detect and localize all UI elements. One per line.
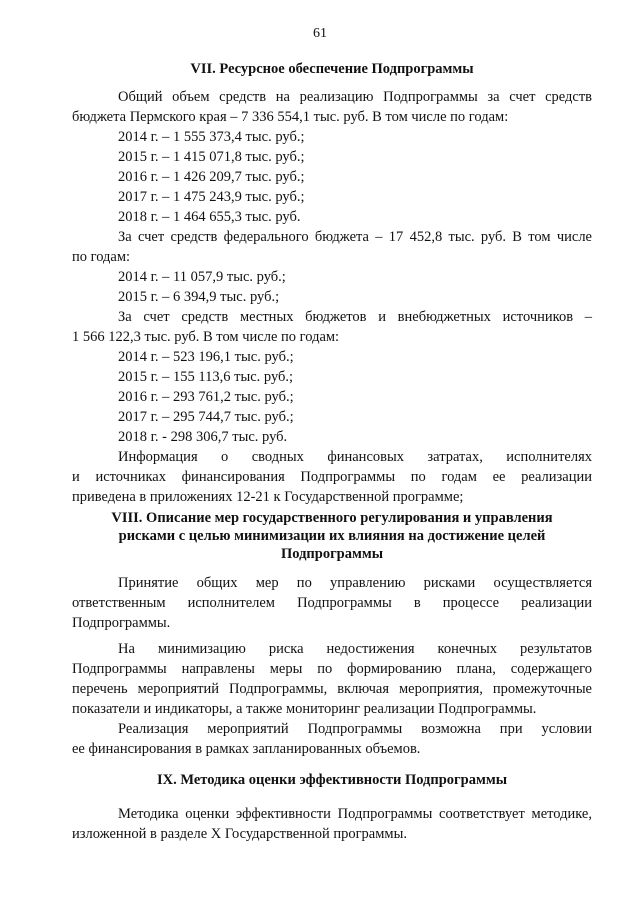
section-8-p2-line-1: На минимизацию риска недостижения конечных результатов: [118, 641, 592, 657]
section-8-heading-line-2: рисками с целью минимизации их влияния на достижение целей: [118, 528, 546, 544]
section-7-total-intro-line-2: бюджета Пермского края – 7 336 554,1 тыс. руб. В том числе по годам:: [72, 109, 509, 125]
section-8-p2-line-3: перечень мероприятий Подпрограммы, включая мероприятия, промежуточные: [72, 681, 592, 697]
local-intro-line-1: За счет средств местных бюджетов и внебюджетных источников –: [118, 309, 592, 325]
section-9-p1-line-1: Методика оценки эффективности Подпрограммы соответствует методике,: [118, 806, 592, 822]
section-8-p1-line-1: Принятие общих мер по управлению рисками осуществляется: [118, 575, 592, 591]
local-year-2014: 2014 г. – 523 196,1 тыс. руб.;: [118, 349, 294, 365]
section-9-heading: IX. Методика оценки эффективности Подпрограммы: [156, 772, 508, 788]
section-8-p3-line-2: ее финансирования в рамках запланированных объемов.: [72, 741, 421, 757]
section-7-total-intro-line-1: Общий объем средств на реализацию Подпрограммы за счет средств: [118, 89, 592, 105]
local-year-2017: 2017 г. – 295 744,7 тыс. руб.;: [118, 409, 294, 425]
local-year-2018: 2018 г. - 298 306,7 тыс. руб.: [118, 429, 288, 445]
section-8-p3-line-1: Реализация мероприятий Подпрограммы возможна при условии: [118, 721, 592, 737]
page-number: 61: [313, 26, 327, 41]
section-7-heading: VII. Ресурсное обеспечение Подпрограммы: [190, 61, 474, 77]
info-line-3: приведена в приложениях 12-21 к Государственной программе;: [72, 489, 464, 505]
local-year-2016: 2016 г. – 293 761,2 тыс. руб.;: [118, 389, 294, 405]
federal-year-2014: 2014 г. – 11 057,9 тыс. руб.;: [118, 269, 286, 285]
federal-intro-line-2: по годам:: [72, 249, 131, 265]
section-8-heading: [72, 509, 592, 563]
section-8-p2-line-2: Подпрограммы направлены меры по формированию плана, содержащего: [72, 661, 592, 677]
section-8-p2-line-4: показатели и индикаторы, а также мониторинг реализации Подпрограммы.: [72, 701, 537, 717]
federal-intro-line-1: За счет средств федерального бюджета – 17 452,8 тыс. руб. В том числе: [118, 229, 592, 245]
section-9-p1-line-2: изложенной в разделе X Государственной программы.: [72, 826, 407, 842]
info-line-1: Информация о сводных финансовых затратах, исполнителях: [118, 449, 592, 465]
federal-year-2015: 2015 г. – 6 394,9 тыс. руб.;: [118, 289, 280, 305]
regional-year-2015: 2015 г. – 1 415 071,8 тыс. руб.;: [118, 149, 305, 165]
section-8-p1-line-2: ответственным исполнителем Подпрограммы в процессе реализации: [72, 595, 592, 611]
local-intro-line-2: 1 566 122,3 тыс. руб. В том числе по годам:: [72, 329, 340, 345]
regional-year-2018: 2018 г. – 1 464 655,3 тыс. руб.: [118, 209, 301, 225]
page-content: [72, 60, 592, 844]
regional-year-2017: 2017 г. – 1 475 243,9 тыс. руб.;: [118, 189, 305, 205]
section-8-heading-line-3: Подпрограммы: [280, 546, 384, 562]
info-line-2: и источниках финансирования Подпрограммы по годам ее реализации: [72, 469, 592, 485]
section-8-heading-line-1: VIII. Описание мер государственного регулирования и управления: [111, 510, 553, 526]
local-year-2015: 2015 г. – 155 113,6 тыс. руб.;: [118, 369, 294, 385]
regional-year-2016: 2016 г. – 1 426 209,7 тыс. руб.;: [118, 169, 305, 185]
regional-year-2014: 2014 г. – 1 555 373,4 тыс. руб.;: [118, 129, 305, 145]
section-8-p1-line-3: Подпрограммы.: [72, 615, 171, 631]
